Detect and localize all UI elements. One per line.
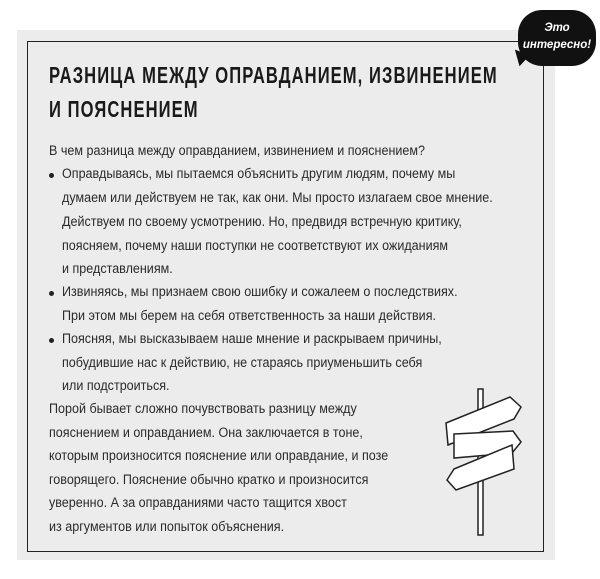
bubble-line-2: интересно! (522, 39, 592, 51)
closing-line: из аргументов или попыток объяснения. (49, 519, 285, 534)
bullet-dot (49, 173, 54, 178)
bullet-2-line: Извиняясь, мы признаем свою ошибку и сожалеем о последствиях. (62, 284, 458, 299)
bullet-1-line: Действуем по своему усмотрению. Но, предвидя встречную критику, (62, 214, 462, 229)
closing-line: говорящего. Пояснение обычно кратко и произносится (49, 472, 369, 487)
bullet-1-line: поясняем, почему наши поступки не соответствуют их ожиданиям (62, 238, 449, 253)
bullet-2-line: При этом мы берем на себя ответственность за наши действия. (62, 308, 436, 323)
closing-line: уверенно. А за оправданиями часто тащится хвост (49, 495, 347, 510)
signpost-illustration (440, 385, 530, 545)
bullet-3-line: или подстроиться. (62, 378, 170, 393)
speech-bubble (518, 10, 596, 66)
intro-text: В чем разница между оправданием, извинением и пояснением? (49, 143, 426, 158)
heading-line-1: РАЗНИЦА МЕЖДУ ОПРАВДАНИЕМ, ИЗВИНЕНИЕМ (49, 62, 498, 88)
closing-line: Порой бывает сложно почувствовать разницу между (49, 401, 357, 416)
heading-line-2: И ПОЯСНЕНИЕМ (49, 96, 199, 122)
bullet-3-line: Поясняя, мы высказываем наше мнение и раскрываем причины, (62, 331, 442, 346)
closing-line: пояснением и оправданием. Она заключается в тоне, (49, 425, 363, 440)
bullet-1-line: думаем или действуем не так, как они. Мы просто излагаем свое мнение. (62, 190, 493, 205)
bullet-1-line: и представлениям. (62, 261, 173, 276)
bullet-dot (49, 338, 54, 343)
bubble-line-1: Это (544, 22, 570, 34)
bullet-1-line: Оправдываясь, мы пытаемся объяснить другим людям, почему мы (62, 166, 456, 181)
closing-line: которым произносится пояснение или оправдание, и позе (49, 448, 389, 463)
bullet-dot (49, 291, 54, 296)
bullet-3-line: побудившие нас к действию, не стараясь приуменьшить себя (62, 355, 423, 370)
